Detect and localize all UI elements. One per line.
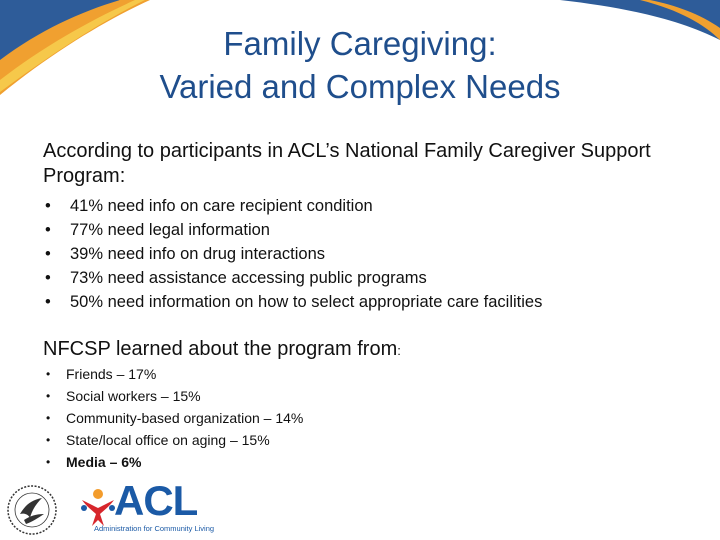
acl-tagline: Administration for Community Living xyxy=(94,524,215,533)
acl-logo xyxy=(76,477,215,534)
hhs-seal-icon xyxy=(6,484,58,536)
page-title xyxy=(0,22,720,108)
sources-heading-text: NFCSP learned about the program from xyxy=(43,338,398,360)
acl-wordmark: ACL xyxy=(114,477,198,524)
sources-heading xyxy=(43,337,401,363)
title-line-2: Varied and Complex Needs xyxy=(159,68,561,105)
sources-heading-colon: : xyxy=(397,343,401,358)
intro-text: According to participants in ACL’s National Family Caregiver Support Program: xyxy=(43,140,651,187)
title-line-1: Family Caregiving: xyxy=(223,25,497,62)
